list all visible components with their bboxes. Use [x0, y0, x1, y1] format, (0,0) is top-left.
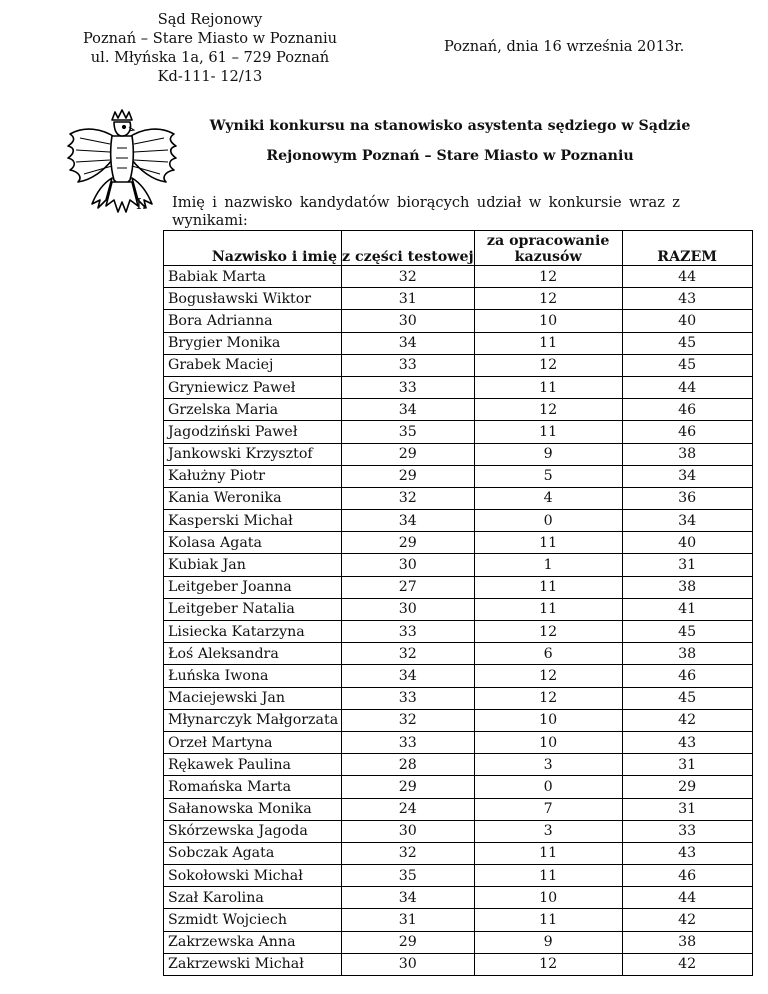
cell-name: Sokołowski Michał [164, 865, 342, 887]
cell-name: Szmidt Wojciech [164, 909, 342, 931]
cell-case-score: 10 [474, 709, 622, 731]
cell-test-score: 33 [342, 621, 475, 643]
cell-name: Łuńska Iwona [164, 665, 342, 687]
table-row [164, 576, 753, 598]
cell-case-score: 11 [474, 909, 622, 931]
cell-name: Zakrzewska Anna [164, 931, 342, 953]
cell-total: 43 [622, 288, 752, 310]
cell-total: 38 [622, 643, 752, 665]
cell-test-score: 29 [342, 443, 475, 465]
cell-test-score: 33 [342, 731, 475, 753]
cell-total: 46 [622, 665, 752, 687]
cell-case-score: 3 [474, 820, 622, 842]
cell-test-score: 34 [342, 665, 475, 687]
cell-test-score: 30 [342, 598, 475, 620]
cell-case-score: 10 [474, 310, 622, 332]
cell-case-score: 0 [474, 510, 622, 532]
header-total: RAZEM [622, 231, 752, 266]
cell-total: 44 [622, 266, 752, 288]
cell-case-score: 0 [474, 776, 622, 798]
table-row [164, 465, 753, 487]
table-row [164, 909, 753, 931]
table-row [164, 687, 753, 709]
cell-total: 29 [622, 776, 752, 798]
cell-case-score: 4 [474, 487, 622, 509]
cell-test-score: 34 [342, 887, 475, 909]
cell-total: 36 [622, 487, 752, 509]
section-text: Imię i nazwisko kandydatów biorących udział w konkursie wraz z wynikami: [172, 194, 680, 229]
table-row [164, 842, 753, 864]
cell-case-score: 11 [474, 421, 622, 443]
table-row [164, 709, 753, 731]
cell-total: 31 [622, 754, 752, 776]
cell-test-score: 29 [342, 776, 475, 798]
cell-case-score: 11 [474, 865, 622, 887]
cell-case-score: 11 [474, 598, 622, 620]
cell-test-score: 35 [342, 421, 475, 443]
cell-test-score: 24 [342, 798, 475, 820]
cell-case-score: 12 [474, 399, 622, 421]
cell-test-score: 29 [342, 465, 475, 487]
table-row [164, 354, 753, 376]
cell-name: Skórzewska Jagoda [164, 820, 342, 842]
cell-test-score: 29 [342, 532, 475, 554]
cell-case-score: 12 [474, 953, 622, 975]
cell-name: Brygier Monika [164, 332, 342, 354]
cell-name: Grzelska Maria [164, 399, 342, 421]
cell-case-score: 6 [474, 643, 622, 665]
cell-case-score: 12 [474, 266, 622, 288]
cell-test-score: 30 [342, 554, 475, 576]
table-row [164, 754, 753, 776]
court-name: Sąd Rejonowy [157, 11, 263, 28]
table-row [164, 731, 753, 753]
court-division: Poznań – Stare Miasto w Poznaniu [82, 30, 338, 47]
table-row [164, 865, 753, 887]
eagle-emblem-icon [62, 108, 182, 224]
cell-name: Młynarczyk Małgorzata [164, 709, 342, 731]
cell-case-score: 11 [474, 842, 622, 864]
cell-total: 45 [622, 354, 752, 376]
table-row [164, 399, 753, 421]
table-row [164, 310, 753, 332]
cell-name: Bogusławski Wiktor [164, 288, 342, 310]
table-row [164, 798, 753, 820]
cell-test-score: 31 [342, 909, 475, 931]
cell-name: Jankowski Krzysztof [164, 443, 342, 465]
cell-test-score: 28 [342, 754, 475, 776]
cell-total: 38 [622, 576, 752, 598]
cell-test-score: 30 [342, 820, 475, 842]
cell-total: 42 [622, 709, 752, 731]
cell-test-score: 29 [342, 931, 475, 953]
cell-total: 41 [622, 598, 752, 620]
cell-name: Sobczak Agata [164, 842, 342, 864]
cell-case-score: 10 [474, 887, 622, 909]
cell-test-score: 35 [342, 865, 475, 887]
table-row [164, 443, 753, 465]
cell-total: 42 [622, 953, 752, 975]
cell-name: Maciejewski Jan [164, 687, 342, 709]
cell-name: Leitgeber Natalia [164, 598, 342, 620]
cell-test-score: 32 [342, 709, 475, 731]
cell-name: Kolasa Agata [164, 532, 342, 554]
cell-total: 45 [622, 621, 752, 643]
document-title-line-2: Rejonowym Poznań – Stare Miasto w Poznaniu [266, 148, 634, 164]
cell-test-score: 34 [342, 332, 475, 354]
cell-total: 44 [622, 376, 752, 398]
cell-total: 43 [622, 842, 752, 864]
document-date: Poznań, dnia 16 września 2013r. [444, 38, 685, 55]
cell-case-score: 12 [474, 621, 622, 643]
table-row [164, 887, 753, 909]
section-number: I. [136, 196, 147, 213]
cell-total: 34 [622, 465, 752, 487]
cell-total: 38 [622, 443, 752, 465]
cell-name: Romańska Marta [164, 776, 342, 798]
court-address-block [80, 10, 340, 86]
header-test: z części testowej [342, 231, 475, 266]
cell-name: Bora Adrianna [164, 310, 342, 332]
table-row [164, 487, 753, 509]
case-reference: Kd-111- 12/13 [157, 68, 263, 85]
cell-test-score: 34 [342, 399, 475, 421]
header-case: za opracowanie kazusów [474, 231, 622, 266]
cell-case-score: 1 [474, 554, 622, 576]
cell-case-score: 12 [474, 665, 622, 687]
cell-case-score: 9 [474, 931, 622, 953]
table-row [164, 266, 753, 288]
cell-total: 42 [622, 909, 752, 931]
court-street: ul. Młyńska 1a, 61 – 729 Poznań [90, 49, 330, 66]
cell-case-score: 11 [474, 376, 622, 398]
table-row [164, 332, 753, 354]
cell-name: Leitgeber Joanna [164, 576, 342, 598]
results-table [163, 230, 753, 976]
cell-case-score: 7 [474, 798, 622, 820]
cell-total: 40 [622, 532, 752, 554]
cell-name: Kałużny Piotr [164, 465, 342, 487]
table-header-row [164, 231, 753, 266]
cell-total: 40 [622, 310, 752, 332]
cell-name: Szał Karolina [164, 887, 342, 909]
table-row [164, 643, 753, 665]
table-row [164, 953, 753, 975]
table-row [164, 621, 753, 643]
cell-case-score: 12 [474, 288, 622, 310]
cell-total: 44 [622, 887, 752, 909]
cell-test-score: 30 [342, 310, 475, 332]
cell-test-score: 31 [342, 288, 475, 310]
cell-case-score: 10 [474, 731, 622, 753]
table-row [164, 510, 753, 532]
cell-test-score: 30 [342, 953, 475, 975]
cell-name: Sałanowska Monika [164, 798, 342, 820]
table-row [164, 288, 753, 310]
cell-test-score: 33 [342, 687, 475, 709]
table-row [164, 598, 753, 620]
cell-name: Jagodziński Paweł [164, 421, 342, 443]
cell-test-score: 32 [342, 643, 475, 665]
cell-test-score: 33 [342, 376, 475, 398]
cell-test-score: 27 [342, 576, 475, 598]
cell-name: Łoś Aleksandra [164, 643, 342, 665]
cell-total: 46 [622, 421, 752, 443]
cell-name: Gryniewicz Paweł [164, 376, 342, 398]
cell-total: 34 [622, 510, 752, 532]
cell-case-score: 5 [474, 465, 622, 487]
cell-name: Grabek Maciej [164, 354, 342, 376]
cell-name: Zakrzewski Michał [164, 953, 342, 975]
cell-test-score: 32 [342, 487, 475, 509]
table-body [164, 266, 753, 976]
cell-total: 46 [622, 399, 752, 421]
cell-case-score: 12 [474, 354, 622, 376]
cell-name: Rękawek Paulina [164, 754, 342, 776]
cell-total: 45 [622, 687, 752, 709]
cell-name: Kasperski Michał [164, 510, 342, 532]
cell-total: 33 [622, 820, 752, 842]
cell-total: 46 [622, 865, 752, 887]
document-title-line-1: Wyniki konkursu na stanowisko asystenta sędziego w Sądzie [209, 118, 691, 134]
table-row [164, 532, 753, 554]
cell-case-score: 11 [474, 532, 622, 554]
cell-name: Kania Weronika [164, 487, 342, 509]
cell-name: Lisiecka Katarzyna [164, 621, 342, 643]
cell-test-score: 34 [342, 510, 475, 532]
cell-test-score: 32 [342, 842, 475, 864]
table-row [164, 931, 753, 953]
cell-case-score: 11 [474, 576, 622, 598]
table-row [164, 776, 753, 798]
cell-name: Orzeł Martyna [164, 731, 342, 753]
header-name: Nazwisko i imię [164, 231, 342, 266]
cell-total: 43 [622, 731, 752, 753]
cell-name: Babiak Marta [164, 266, 342, 288]
cell-case-score: 3 [474, 754, 622, 776]
cell-case-score: 9 [474, 443, 622, 465]
cell-name: Kubiak Jan [164, 554, 342, 576]
cell-total: 45 [622, 332, 752, 354]
table-row [164, 421, 753, 443]
table-row [164, 665, 753, 687]
cell-case-score: 11 [474, 332, 622, 354]
cell-total: 31 [622, 554, 752, 576]
cell-test-score: 33 [342, 354, 475, 376]
table-row [164, 376, 753, 398]
cell-test-score: 32 [342, 266, 475, 288]
table-row [164, 554, 753, 576]
table-row [164, 820, 753, 842]
cell-total: 31 [622, 798, 752, 820]
cell-case-score: 12 [474, 687, 622, 709]
cell-total: 38 [622, 931, 752, 953]
